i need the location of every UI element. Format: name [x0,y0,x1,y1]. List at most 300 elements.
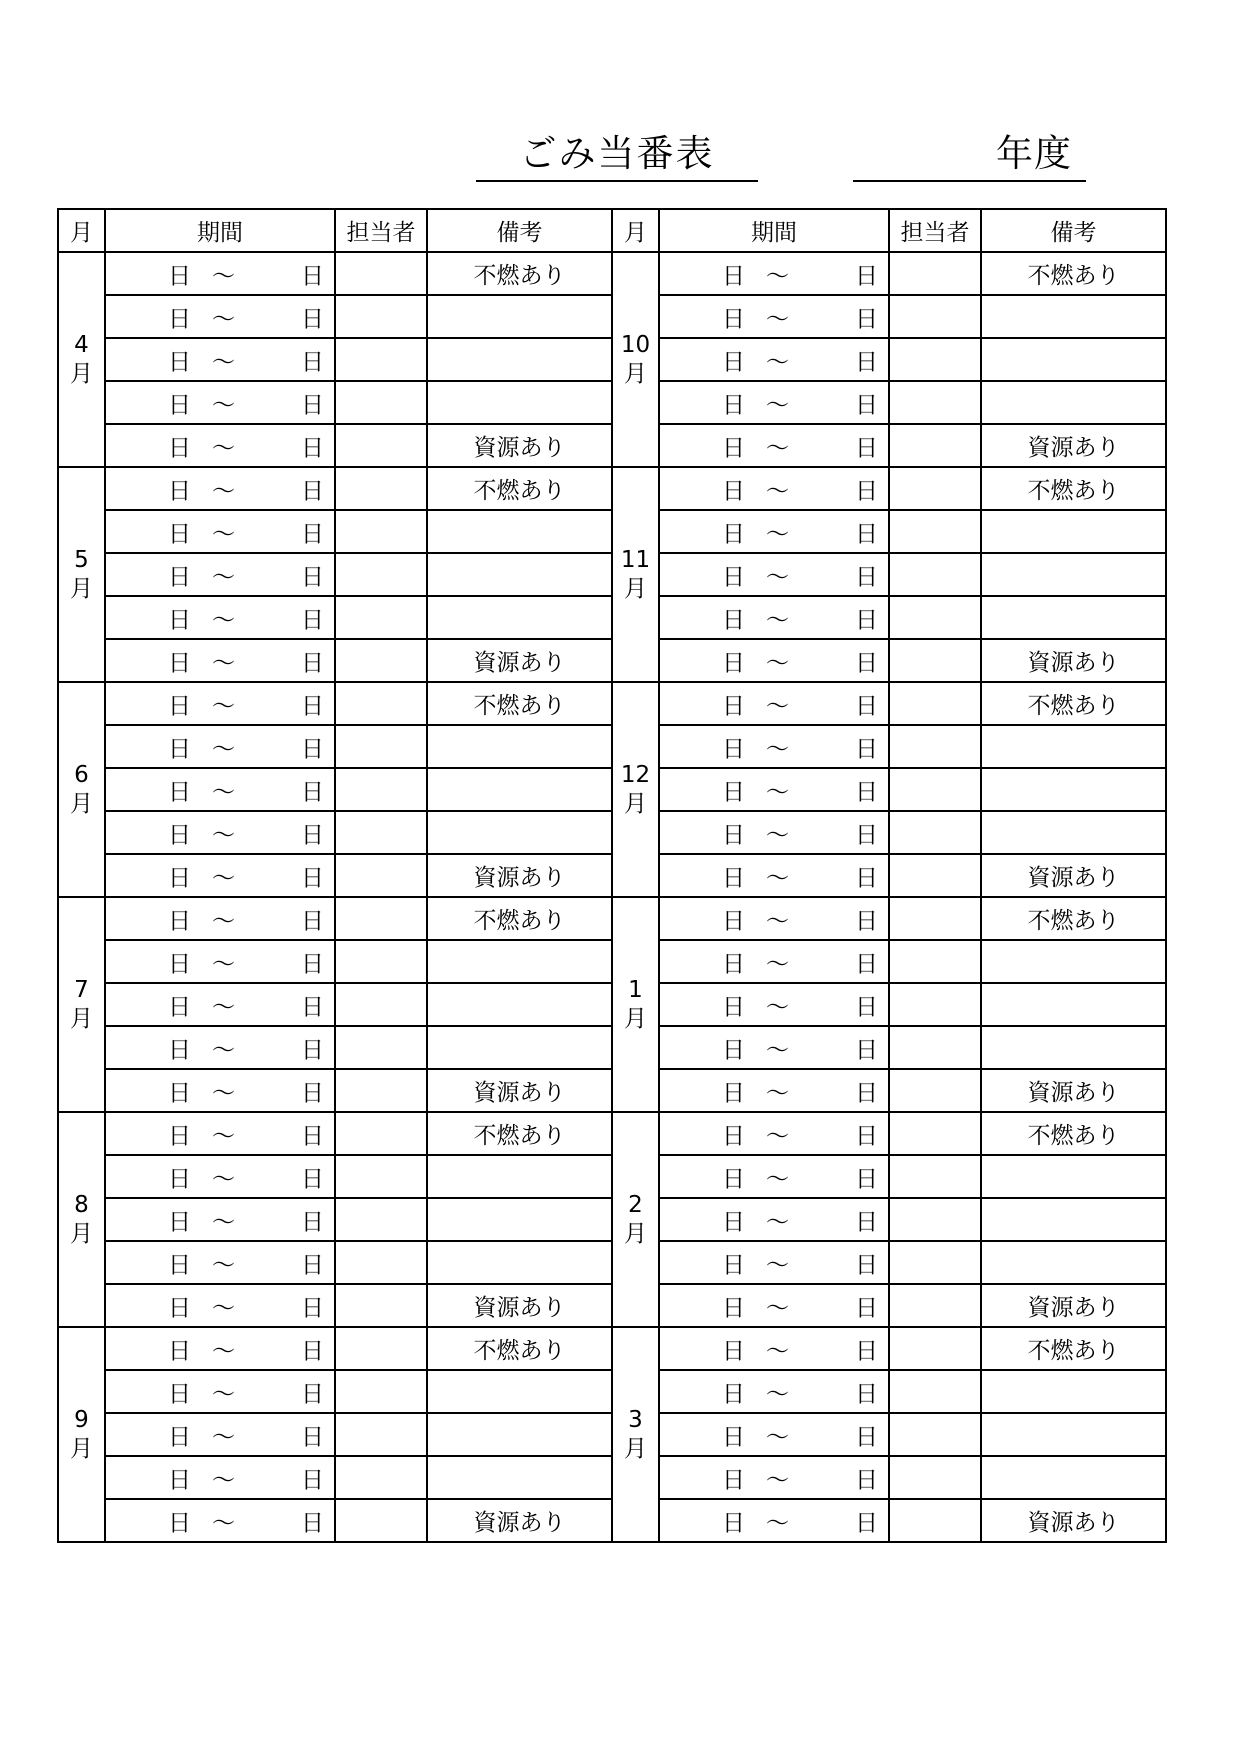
note-cell[interactable] [981,811,1166,854]
person-cell[interactable] [889,1370,981,1413]
period-end-day: 日 [855,349,878,375]
note-cell[interactable] [981,1413,1166,1456]
note-cell[interactable]: 不燃あり [427,467,612,510]
person-cell[interactable] [335,1284,427,1327]
period-tilde: 〜 [766,1209,789,1235]
period-start-day: 日 [722,306,745,332]
note-cell[interactable]: 不燃あり [981,897,1166,940]
person-cell[interactable] [889,553,981,596]
person-cell[interactable] [335,1499,427,1542]
period-cell[interactable] [105,639,335,682]
period-cell[interactable] [105,381,335,424]
period-cell[interactable] [659,639,889,682]
header-note: 備考 [427,209,612,252]
note-cell[interactable] [427,940,612,983]
note-cell[interactable] [427,725,612,768]
period-cell[interactable] [659,725,889,768]
period-cell[interactable] [105,983,335,1026]
period-tilde: 〜 [766,564,789,590]
note-cell[interactable]: 不燃あり [981,1327,1166,1370]
period-cell[interactable] [105,1456,335,1499]
period-start-day: 日 [722,1424,745,1450]
period-cell[interactable] [659,854,889,897]
month-number: 5 [74,546,89,573]
period-tilde: 〜 [766,1295,789,1321]
person-cell[interactable] [335,1241,427,1284]
period-cell[interactable] [659,1241,889,1284]
period-cell[interactable] [105,338,335,381]
note-cell[interactable] [427,553,612,596]
period-end-day: 日 [855,1080,878,1106]
person-cell[interactable] [889,940,981,983]
table-row [58,1112,1166,1155]
month-cell [612,252,659,467]
note-cell[interactable]: 不燃あり [427,682,612,725]
person-cell[interactable] [335,725,427,768]
period-cell[interactable] [105,1284,335,1327]
header-person: 担当者 [889,209,981,252]
period-end-day: 日 [855,1123,878,1149]
period-end-day: 日 [855,1338,878,1364]
note-cell[interactable]: 不燃あり [981,1112,1166,1155]
person-cell[interactable] [335,1456,427,1499]
period-end-day: 日 [301,1338,324,1364]
period-start-day: 日 [168,263,191,289]
period-cell[interactable] [105,1413,335,1456]
period-tilde: 〜 [766,1123,789,1149]
period-tilde: 〜 [766,1381,789,1407]
person-cell[interactable] [889,338,981,381]
person-cell[interactable] [335,897,427,940]
period-end-day: 日 [301,306,324,332]
person-cell[interactable] [889,725,981,768]
person-cell[interactable] [889,639,981,682]
note-cell[interactable]: 資源あり [981,1069,1166,1112]
period-end-day: 日 [855,1381,878,1407]
note-cell[interactable] [981,768,1166,811]
period-tilde: 〜 [212,1295,235,1321]
person-cell[interactable] [335,983,427,1026]
period-cell[interactable] [659,1413,889,1456]
period-cell[interactable] [659,940,889,983]
period-start-day: 日 [168,478,191,504]
period-cell[interactable] [659,424,889,467]
note-cell[interactable] [981,1026,1166,1069]
period-cell[interactable] [659,1370,889,1413]
note-cell[interactable] [981,596,1166,639]
period-tilde: 〜 [766,607,789,633]
person-cell[interactable] [335,1026,427,1069]
note-cell[interactable] [427,811,612,854]
note-cell[interactable]: 不燃あり [427,897,612,940]
period-tilde: 〜 [212,650,235,676]
person-cell[interactable] [335,811,427,854]
person-cell[interactable] [335,639,427,682]
month-cell [612,467,659,682]
period-start-day: 日 [168,349,191,375]
period-start-day: 日 [168,1037,191,1063]
note-cell[interactable]: 資源あり [981,854,1166,897]
period-start-day: 日 [722,1252,745,1278]
note-cell[interactable]: 不燃あり [427,1112,612,1155]
period-end-day: 日 [301,951,324,977]
period-end-day: 日 [301,822,324,848]
period-start-day: 日 [168,1381,191,1407]
person-cell[interactable] [335,768,427,811]
note-cell[interactable] [981,1370,1166,1413]
period-cell[interactable] [659,1155,889,1198]
period-tilde: 〜 [766,521,789,547]
person-cell[interactable] [889,295,981,338]
person-cell[interactable] [335,510,427,553]
note-cell[interactable] [427,1026,612,1069]
note-cell[interactable] [427,1456,612,1499]
period-start-day: 日 [168,736,191,762]
note-cell[interactable] [981,553,1166,596]
person-cell[interactable] [889,768,981,811]
note-cell[interactable]: 資源あり [981,1284,1166,1327]
period-tilde: 〜 [766,1467,789,1493]
period-start-day: 日 [168,1424,191,1450]
person-cell[interactable] [889,424,981,467]
period-start-day: 日 [722,1209,745,1235]
person-cell[interactable] [889,1198,981,1241]
person-cell[interactable] [335,381,427,424]
month-suffix: 月 [624,575,647,602]
period-tilde: 〜 [766,693,789,719]
period-end-day: 日 [301,908,324,934]
period-tilde: 〜 [212,1080,235,1106]
person-cell[interactable] [335,596,427,639]
note-cell[interactable] [427,1198,612,1241]
period-start-day: 日 [722,1166,745,1192]
month-number: 8 [74,1191,89,1218]
note-cell[interactable] [427,381,612,424]
period-tilde: 〜 [212,1166,235,1192]
period-end-day: 日 [855,1467,878,1493]
period-cell[interactable] [659,811,889,854]
period-cell[interactable] [659,1069,889,1112]
person-cell[interactable] [335,252,427,295]
period-cell[interactable] [105,252,335,295]
period-tilde: 〜 [212,822,235,848]
period-cell[interactable] [105,295,335,338]
period-cell[interactable] [105,1112,335,1155]
period-tilde: 〜 [212,564,235,590]
note-cell[interactable] [981,1456,1166,1499]
period-tilde: 〜 [766,650,789,676]
period-cell[interactable] [105,682,335,725]
period-tilde: 〜 [212,865,235,891]
note-cell[interactable] [981,725,1166,768]
period-cell[interactable] [105,1026,335,1069]
period-start-day: 日 [168,1467,191,1493]
month-cell [612,682,659,897]
period-start-day: 日 [168,521,191,547]
period-cell[interactable] [105,1198,335,1241]
person-cell[interactable] [889,1155,981,1198]
period-start-day: 日 [168,1209,191,1235]
note-cell[interactable]: 資源あり [427,639,612,682]
period-end-day: 日 [301,1209,324,1235]
period-end-day: 日 [301,1295,324,1321]
period-cell[interactable] [105,1499,335,1542]
person-cell[interactable] [335,1069,427,1112]
note-cell[interactable] [427,768,612,811]
period-tilde: 〜 [766,1424,789,1450]
period-cell[interactable] [105,768,335,811]
note-cell[interactable]: 不燃あり [981,252,1166,295]
period-cell[interactable] [105,897,335,940]
period-cell[interactable] [659,1327,889,1370]
period-tilde: 〜 [766,822,789,848]
note-cell[interactable]: 不燃あり [981,467,1166,510]
year-label: 年度 [996,132,1072,175]
person-cell[interactable] [335,295,427,338]
note-cell[interactable]: 資源あり [427,854,612,897]
period-end-day: 日 [301,736,324,762]
note-cell[interactable] [427,1370,612,1413]
period-start-day: 日 [722,1338,745,1364]
period-end-day: 日 [855,478,878,504]
period-cell[interactable] [659,467,889,510]
note-cell[interactable] [981,510,1166,553]
period-end-day: 日 [301,1080,324,1106]
person-cell[interactable] [335,1198,427,1241]
note-cell[interactable]: 資源あり [981,424,1166,467]
period-cell[interactable] [659,1499,889,1542]
person-cell[interactable] [889,381,981,424]
period-end-day: 日 [301,263,324,289]
period-end-day: 日 [301,994,324,1020]
period-end-day: 日 [855,822,878,848]
period-tilde: 〜 [212,1510,235,1536]
note-cell[interactable] [981,1155,1166,1198]
person-cell[interactable] [335,553,427,596]
person-cell[interactable] [889,510,981,553]
month-cell [58,252,105,467]
period-start-day: 日 [168,779,191,805]
person-cell[interactable] [335,1155,427,1198]
table-row [58,252,1166,295]
month-suffix: 月 [624,790,647,817]
note-cell[interactable]: 不燃あり [427,252,612,295]
period-cell[interactable] [105,725,335,768]
person-cell[interactable] [335,1370,427,1413]
period-cell[interactable] [659,682,889,725]
note-cell[interactable] [427,1241,612,1284]
note-cell[interactable] [427,295,612,338]
period-tilde: 〜 [766,1037,789,1063]
person-cell[interactable] [889,1241,981,1284]
month-number: 9 [74,1406,89,1433]
period-cell[interactable] [659,596,889,639]
header-month: 月 [612,209,659,252]
month-cell [58,1327,105,1542]
note-cell[interactable] [427,1155,612,1198]
person-cell[interactable] [335,940,427,983]
person-cell[interactable] [335,1112,427,1155]
month-cell [58,897,105,1112]
person-cell[interactable] [889,1284,981,1327]
period-cell[interactable] [105,553,335,596]
period-tilde: 〜 [212,1467,235,1493]
month-suffix: 月 [70,1220,93,1247]
year-field[interactable] [853,128,1086,182]
period-cell[interactable] [659,897,889,940]
note-cell[interactable] [981,1198,1166,1241]
note-cell[interactable]: 資源あり [427,1284,612,1327]
person-cell[interactable] [889,983,981,1026]
period-cell[interactable] [659,1198,889,1241]
period-cell[interactable] [659,1112,889,1155]
person-cell[interactable] [335,1327,427,1370]
period-end-day: 日 [301,1467,324,1493]
period-cell[interactable] [659,1284,889,1327]
period-start-day: 日 [722,822,745,848]
period-end-day: 日 [301,349,324,375]
header-person: 担当者 [335,209,427,252]
person-cell[interactable] [889,1112,981,1155]
period-cell[interactable] [659,768,889,811]
period-start-day: 日 [168,994,191,1020]
person-cell[interactable] [889,1327,981,1370]
note-cell[interactable] [427,596,612,639]
period-end-day: 日 [855,306,878,332]
person-cell[interactable] [889,1069,981,1112]
month-cell [612,1327,659,1542]
period-cell[interactable] [105,596,335,639]
note-cell[interactable] [427,983,612,1026]
note-cell[interactable]: 資源あり [427,1499,612,1542]
note-cell[interactable] [981,940,1166,983]
note-cell[interactable] [981,338,1166,381]
period-cell[interactable] [659,295,889,338]
period-tilde: 〜 [212,478,235,504]
period-cell[interactable] [105,1069,335,1112]
period-end-day: 日 [855,521,878,547]
person-cell[interactable] [889,811,981,854]
month-number: 12 [620,761,651,788]
note-cell[interactable]: 不燃あり [427,1327,612,1370]
note-cell[interactable] [981,1241,1166,1284]
person-cell[interactable] [889,1026,981,1069]
period-tilde: 〜 [212,1381,235,1407]
person-cell[interactable] [335,338,427,381]
period-cell[interactable] [659,983,889,1026]
note-cell[interactable]: 資源あり [427,1069,612,1112]
period-cell[interactable] [659,252,889,295]
note-cell[interactable] [981,381,1166,424]
person-cell[interactable] [889,897,981,940]
person-cell[interactable] [889,854,981,897]
period-tilde: 〜 [766,951,789,977]
period-end-day: 日 [301,1037,324,1063]
period-cell[interactable] [105,1327,335,1370]
note-cell[interactable]: 不燃あり [981,682,1166,725]
period-cell[interactable] [659,381,889,424]
period-start-day: 日 [722,263,745,289]
period-tilde: 〜 [212,951,235,977]
period-end-day: 日 [855,736,878,762]
period-cell[interactable] [105,424,335,467]
header-note: 備考 [981,209,1166,252]
note-cell[interactable]: 資源あり [981,1499,1166,1542]
person-cell[interactable] [335,682,427,725]
period-start-day: 日 [168,1510,191,1536]
period-tilde: 〜 [212,1338,235,1364]
period-cell[interactable] [105,467,335,510]
period-cell[interactable] [105,510,335,553]
period-cell[interactable] [659,1456,889,1499]
title-underline [476,128,758,182]
period-tilde: 〜 [766,263,789,289]
period-end-day: 日 [855,564,878,590]
period-cell[interactable] [659,1026,889,1069]
month-suffix: 月 [70,1005,93,1032]
period-start-day: 日 [722,650,745,676]
month-number: 2 [628,1191,643,1218]
person-cell[interactable] [335,1413,427,1456]
header-period: 期間 [105,209,335,252]
period-end-day: 日 [301,1381,324,1407]
period-start-day: 日 [722,951,745,977]
month-cell [612,1112,659,1327]
period-cell[interactable] [105,1241,335,1284]
month-suffix: 月 [624,360,647,387]
note-cell[interactable] [427,1413,612,1456]
header-row [58,209,1166,252]
period-cell[interactable] [659,510,889,553]
note-cell[interactable] [981,983,1166,1026]
period-cell[interactable] [105,940,335,983]
note-cell[interactable] [981,295,1166,338]
period-cell[interactable] [105,811,335,854]
month-cell [58,1112,105,1327]
note-cell[interactable]: 資源あり [427,424,612,467]
period-cell[interactable] [105,854,335,897]
roster-body [58,252,1166,1542]
note-cell[interactable] [427,338,612,381]
period-tilde: 〜 [766,779,789,805]
month-cell [612,897,659,1112]
period-start-day: 日 [722,865,745,891]
period-cell[interactable] [105,1155,335,1198]
period-start-day: 日 [168,1123,191,1149]
person-cell[interactable] [889,1499,981,1542]
month-number: 6 [74,761,89,788]
person-cell[interactable] [889,252,981,295]
person-cell[interactable] [335,424,427,467]
period-cell[interactable] [105,1370,335,1413]
person-cell[interactable] [889,596,981,639]
person-cell[interactable] [335,467,427,510]
person-cell[interactable] [889,1413,981,1456]
period-start-day: 日 [722,1037,745,1063]
period-end-day: 日 [855,435,878,461]
person-cell[interactable] [889,1456,981,1499]
note-cell[interactable]: 資源あり [981,639,1166,682]
period-cell[interactable] [659,338,889,381]
period-cell[interactable] [659,553,889,596]
person-cell[interactable] [335,854,427,897]
period-end-day: 日 [301,1510,324,1536]
person-cell[interactable] [889,467,981,510]
period-tilde: 〜 [766,392,789,418]
note-cell[interactable] [427,510,612,553]
period-start-day: 日 [168,1295,191,1321]
person-cell[interactable] [889,682,981,725]
